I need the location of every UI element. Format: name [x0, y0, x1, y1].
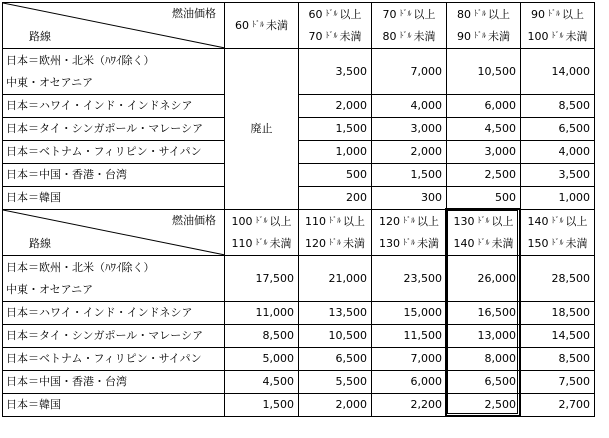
range-lower: 100 $^{ﾄﾞﾙ}$ 以上 — [231, 214, 292, 228]
route-line: 日本＝ベトナム・フィリピン・サイパン — [6, 352, 202, 365]
surcharge-value: 5,000 — [225, 348, 299, 371]
range-upper: 130 $^{ﾄﾞﾙ}$ 未満 — [379, 236, 439, 250]
price-range-header — [372, 210, 447, 256]
surcharge-value: 3,000 — [447, 141, 521, 164]
surcharge-value: 15,000 — [372, 302, 447, 325]
surcharge-value: 14,000 — [521, 49, 595, 95]
surcharge-value: 8,500 — [521, 95, 595, 118]
table-row — [3, 394, 595, 417]
surcharge-value: 300 — [372, 187, 447, 210]
range-lower: 130 $^{ﾄﾞﾙ}$ 以上 — [453, 214, 514, 228]
route-name — [3, 164, 225, 187]
surcharge-value: 7,000 — [372, 49, 447, 95]
surcharge-value: 4,500 — [447, 118, 521, 141]
surcharge-value: 23,500 — [372, 256, 447, 302]
price-range-header — [521, 3, 595, 49]
dollar-unit: ﾄﾞﾙ — [548, 8, 560, 18]
surcharge-value: 16,500 — [447, 302, 521, 325]
surcharge-value: 200 — [299, 187, 372, 210]
surcharge-value: 2,200 — [372, 394, 447, 417]
range-lower: 70 $^{ﾄﾞﾙ}$ 以上 — [382, 7, 436, 21]
price-range-header — [521, 210, 595, 256]
price-range-header — [447, 3, 521, 49]
surcharge-value: 1,500 — [372, 164, 447, 187]
route-name — [3, 95, 225, 118]
surcharge-value: 2,000 — [299, 95, 372, 118]
surcharge-value: 6,000 — [447, 95, 521, 118]
dollar-unit: ﾄﾞﾙ — [403, 237, 415, 247]
header-corner-cell — [3, 210, 225, 256]
route-name — [3, 141, 225, 164]
route-name — [3, 348, 225, 371]
route-line: 日本＝韓国 — [6, 191, 61, 204]
surcharge-value: 11,000 — [225, 302, 299, 325]
table-row — [3, 164, 595, 187]
surcharge-value: 500 — [299, 164, 372, 187]
surcharge-value: 2,500 — [447, 394, 521, 417]
table-row — [3, 95, 595, 118]
route-line: 中東・オセアニア — [6, 75, 94, 89]
price-range-header — [372, 3, 447, 49]
route-name — [3, 325, 225, 348]
surcharge-value: 2,000 — [372, 141, 447, 164]
surcharge-value: 3,500 — [521, 164, 595, 187]
surcharge-value: 6,500 — [299, 348, 372, 371]
dollar-unit: ﾄﾞﾙ — [325, 30, 338, 40]
surcharge-value: 2,500 — [447, 164, 521, 187]
range-upper: 100 $^{ﾄﾞﾙ}$ 未満 — [527, 29, 588, 43]
surcharge-value: 1,500 — [225, 394, 299, 417]
route-name — [3, 49, 225, 95]
range-lower: 60 $^{ﾄﾞﾙ}$ 以上 — [308, 7, 362, 21]
dollar-unit: ﾄﾞﾙ — [399, 8, 412, 18]
surcharge-value: 11,500 — [372, 325, 447, 348]
table-row — [3, 371, 595, 394]
range-upper: 80 $^{ﾄﾞﾙ}$ 未満 — [382, 29, 436, 43]
dollar-unit: ﾄﾞﾙ — [329, 237, 341, 247]
surcharge-value: 4,000 — [372, 95, 447, 118]
table-row — [3, 302, 595, 325]
surcharge-value: 26,000 — [447, 256, 521, 302]
surcharge-value: 6,000 — [372, 371, 447, 394]
price-range-header — [447, 210, 521, 256]
surcharge-value: 13,500 — [299, 302, 372, 325]
route-line: 日本＝欧州・北米（ﾊﾜｲ除く） — [6, 260, 155, 274]
route-line: 日本＝ハワイ・インド・インドネシア — [6, 306, 193, 319]
route-line: 日本＝ベトナム・フィリピン・サイパン — [6, 145, 202, 158]
table-row — [3, 256, 595, 302]
surcharge-value: 1,500 — [299, 118, 372, 141]
fuel-surcharge-table — [2, 2, 595, 417]
range-lower: 120 $^{ﾄﾞﾙ}$ 以上 — [379, 214, 439, 228]
surcharge-value: 5,500 — [299, 371, 372, 394]
surcharge-value: 7,500 — [521, 371, 595, 394]
route-line: 日本＝ハワイ・インド・インドネシア — [6, 99, 193, 112]
range-upper: 140 $^{ﾄﾞﾙ}$ 未満 — [453, 236, 514, 250]
range-upper: 120 $^{ﾄﾞﾙ}$ 未満 — [305, 236, 365, 250]
route-line: 中東・オセアニア — [6, 282, 94, 296]
route-label: 路線 — [29, 30, 51, 43]
header-corner-cell — [3, 3, 225, 49]
range-lower: 80 $^{ﾄﾞﾙ}$ 以上 — [457, 7, 510, 21]
surcharge-value: 8,500 — [225, 325, 299, 348]
surcharge-value: 500 — [447, 187, 521, 210]
dollar-unit: ﾄﾞﾙ — [329, 215, 341, 225]
dollar-unit: ﾄﾞﾙ — [477, 215, 490, 225]
dollar-unit: ﾄﾞﾙ — [399, 30, 412, 40]
table-row — [3, 49, 595, 95]
surcharge-value: 1,000 — [521, 187, 595, 210]
surcharge-value: 8,500 — [521, 348, 595, 371]
dollar-unit: ﾄﾞﾙ — [477, 237, 490, 247]
surcharge-value: 10,500 — [299, 325, 372, 348]
surcharge-value: 17,500 — [225, 256, 299, 302]
surcharge-value: 28,500 — [521, 256, 595, 302]
range-upper: 150 $^{ﾄﾞﾙ}$ 未満 — [527, 236, 588, 250]
surcharge-value: 2,000 — [299, 394, 372, 417]
table-row — [3, 187, 595, 210]
dollar-unit: ﾄﾞﾙ — [551, 237, 564, 247]
dollar-unit: ﾄﾞﾙ — [474, 8, 486, 18]
surcharge-value: 1,000 — [299, 141, 372, 164]
header-row — [3, 3, 595, 49]
surcharge-value: 4,500 — [225, 371, 299, 394]
fuel-price-label: 燃油価格 — [172, 214, 216, 227]
route-line: 日本＝タイ・シンガポール・マレーシア — [6, 329, 204, 342]
price-range-header — [299, 210, 372, 256]
abolished-cell: 廃止 — [225, 49, 299, 210]
range-upper: 90 $^{ﾄﾞﾙ}$ 未満 — [457, 29, 510, 43]
table-row — [3, 118, 595, 141]
route-line: 日本＝中国・香港・台湾 — [6, 168, 127, 181]
range-upper: 70 $^{ﾄﾞﾙ}$ 未満 — [308, 29, 362, 43]
route-name — [3, 302, 225, 325]
dollar-unit: ﾄﾞﾙ — [252, 19, 264, 29]
range-upper: 110 $^{ﾄﾞﾙ}$ 未満 — [231, 236, 292, 250]
surcharge-value: 13,000 — [447, 325, 521, 348]
range-lower: 90 $^{ﾄﾞﾙ}$ 以上 — [531, 7, 584, 21]
surcharge-value: 8,000 — [447, 348, 521, 371]
route-name — [3, 118, 225, 141]
dollar-unit: ﾄﾞﾙ — [325, 8, 338, 18]
header-row — [3, 210, 595, 256]
price-range-header — [225, 3, 299, 49]
table-row — [3, 348, 595, 371]
route-name — [3, 394, 225, 417]
dollar-unit: ﾄﾞﾙ — [474, 30, 486, 40]
route-name — [3, 371, 225, 394]
surcharge-value: 10,500 — [447, 49, 521, 95]
range-lower: 110 $^{ﾄﾞﾙ}$ 以上 — [305, 214, 365, 228]
surcharge-value: 2,700 — [521, 394, 595, 417]
surcharge-value: 18,500 — [521, 302, 595, 325]
price-range-header — [299, 3, 372, 49]
dollar-unit: ﾄﾞﾙ — [403, 215, 415, 225]
fuel-surcharge-sheet — [2, 2, 595, 417]
range-lower: 140 $^{ﾄﾞﾙ}$ 以上 — [527, 214, 588, 228]
fuel-price-label: 燃油価格 — [172, 7, 216, 20]
table-body — [3, 3, 595, 417]
table-row — [3, 325, 595, 348]
surcharge-value: 3,000 — [372, 118, 447, 141]
route-line: 日本＝タイ・シンガポール・マレーシア — [6, 122, 204, 135]
dollar-unit: ﾄﾞﾙ — [551, 215, 564, 225]
price-range-header — [225, 210, 299, 256]
route-label: 路線 — [29, 237, 51, 250]
surcharge-value: 7,000 — [372, 348, 447, 371]
surcharge-value: 3,500 — [299, 49, 372, 95]
route-line: 日本＝欧州・北米（ﾊﾜｲ除く） — [6, 53, 155, 67]
range-label: 60 $^{ﾄﾞﾙ}$ 未満 — [235, 18, 288, 32]
route-line: 日本＝韓国 — [6, 398, 61, 411]
dollar-unit: ﾄﾞﾙ — [551, 30, 564, 40]
route-name — [3, 187, 225, 210]
table-row — [3, 141, 595, 164]
surcharge-value: 4,000 — [521, 141, 595, 164]
dollar-unit: ﾄﾞﾙ — [255, 237, 268, 247]
surcharge-value: 14,500 — [521, 325, 595, 348]
surcharge-value: 21,000 — [299, 256, 372, 302]
surcharge-value: 6,500 — [447, 371, 521, 394]
route-line: 日本＝中国・香港・台湾 — [6, 375, 127, 388]
route-name — [3, 256, 225, 302]
surcharge-value: 6,500 — [521, 118, 595, 141]
dollar-unit: ﾄﾞﾙ — [255, 215, 268, 225]
